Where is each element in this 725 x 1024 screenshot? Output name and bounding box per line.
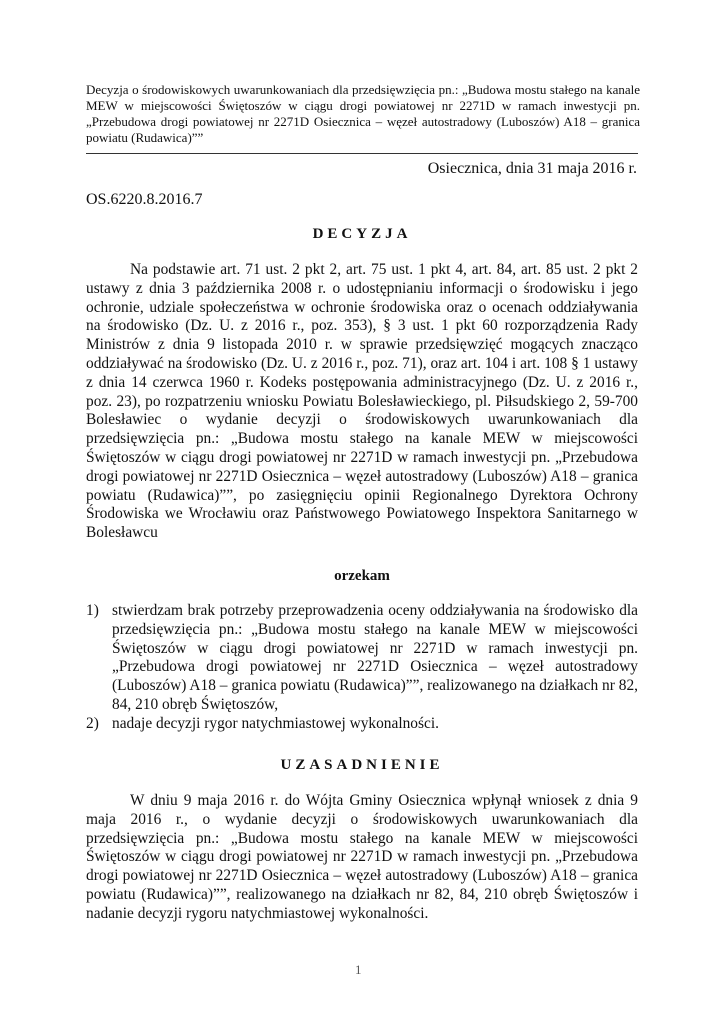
list-item-text: stwierdzam brak potrzeby przeprowadzenia oceny oddziaływania na środowisko dla przedsięwzięcia pn.: „Budowa mostu stałego na kanale MEW w miejscowości Świętoszów w ciągu drogi powiatowej nr 2271D w ramach inwestycji pn. „Przebudowa drogi powiatowej nr 2271D Osiecznica – węzeł autostradowy (Luboszów) A18 – granica powiatu (Rudawica)””, realizowanego na działkach nr 82, 84, 210 obręb Świętoszów, bbox=[112, 602, 638, 713]
list-item bbox=[86, 715, 638, 734]
justification-title: UZASADNIENIE bbox=[280, 757, 444, 773]
decision-title: DECYZJA bbox=[312, 226, 412, 242]
document-header: Decyzja o środowiskowych uwarunkowaniach dla przedsięwzięcia pn.: „Budowa mostu stałego na kanale MEW w miejscowości Świętoszów w ciągu drogi powiatowej nr 2271D w ramach inwestycji pn. „Przebudowa drogi powiatowej nr 2271D Osiecznica – węzeł autostradowy (Luboszów) A18 – granica powiatu (Rudawica)”” bbox=[86, 82, 640, 145]
place-date: Osiecznica, dnia 31 maja 2016 r. bbox=[427, 160, 637, 177]
list-item-number: 2) bbox=[86, 714, 99, 732]
case-number: OS.6220.8.2016.7 bbox=[86, 191, 203, 208]
list-item-number: 1) bbox=[86, 602, 99, 619]
page-number: 1 bbox=[355, 962, 362, 977]
ruling-list bbox=[86, 602, 638, 734]
list-item bbox=[86, 602, 638, 715]
ruling-heading: orzekam bbox=[334, 568, 390, 584]
header-divider bbox=[86, 153, 638, 154]
intro-paragraph: Na podstawie art. 71 ust. 2 pkt 2, art. 75 ust. 1 pkt 4, art. 84, art. 85 ust. 2 pkt 2 ustawy z dnia 3 października 2008 r. o udostępnianiu informacji o środowisku i jego ochronie, udziale społeczeństwa w ochronie środowiska oraz o ocenach oddziaływania na środowisko (Dz. U. z 2016 r., poz. 353), § 3 ust. 1 pkt 60 rozporządzenia Rady Ministrów z dnia 9 listopada 2010 r. w sprawie przedsięwzięć mogących znacząco oddziaływać na środowisko (Dz. U. z 2016 r., poz. 71), oraz art. 104 i art. 108 § 1 ustawy z dnia 14 czerwca 1960 r. Kodeks postępowania administracyjnego (Dz. U. z 2016 r., poz. 23), po rozpatrzeniu wniosku Powiatu Bolesławieckiego, pl. Piłsudskiego 2, 59-700 Bolesławiec o wydanie decyzji o środowiskowych uwarunkowaniach dla przedsięwzięcia pn.: „Budowa mostu stałego na kanale MEW w miejscowości Świętoszów w ciągu drogi powiatowej nr 2271D w ramach inwestycji pn. „Przebudowa drogi powiatowej nr 2271D Osiecznica – węzeł autostradowy (Luboszów) A18 – granica powiatu (Rudawica)””, po zasięgnięciu opinii Regionalnego Dyrektora Ochrony Środowiska we Wrocławiu oraz Państwowego Powiatowego Inspektora Sanitarnego w Bolesławcu bbox=[86, 261, 638, 542]
justification-paragraph: W dniu 9 maja 2016 r. do Wójta Gminy Osiecznica wpłynął wniosek z dnia 9 maja 2016 r., o wydanie decyzji o środowiskowych uwarunkowaniach dla przedsięwzięcia pn.: „Budowa mostu stałego na kanale MEW w miejscowości Świętoszów w ciągu drogi powiatowej nr 2271D w ramach inwestycji pn. „Przebudowa drogi powiatowej nr 2271D Osiecznica – węzeł autostradowy (Luboszów) A18 – granica powiatu (Rudawica)””, realizowanego na działkach nr 82, 84, 210 obręb Świętoszów i nadanie decyzji rygoru natychmiastowej wykonalności. bbox=[86, 792, 638, 922]
list-item-text: nadaje decyzji rygor natychmiastowej wykonalności. bbox=[112, 714, 439, 732]
